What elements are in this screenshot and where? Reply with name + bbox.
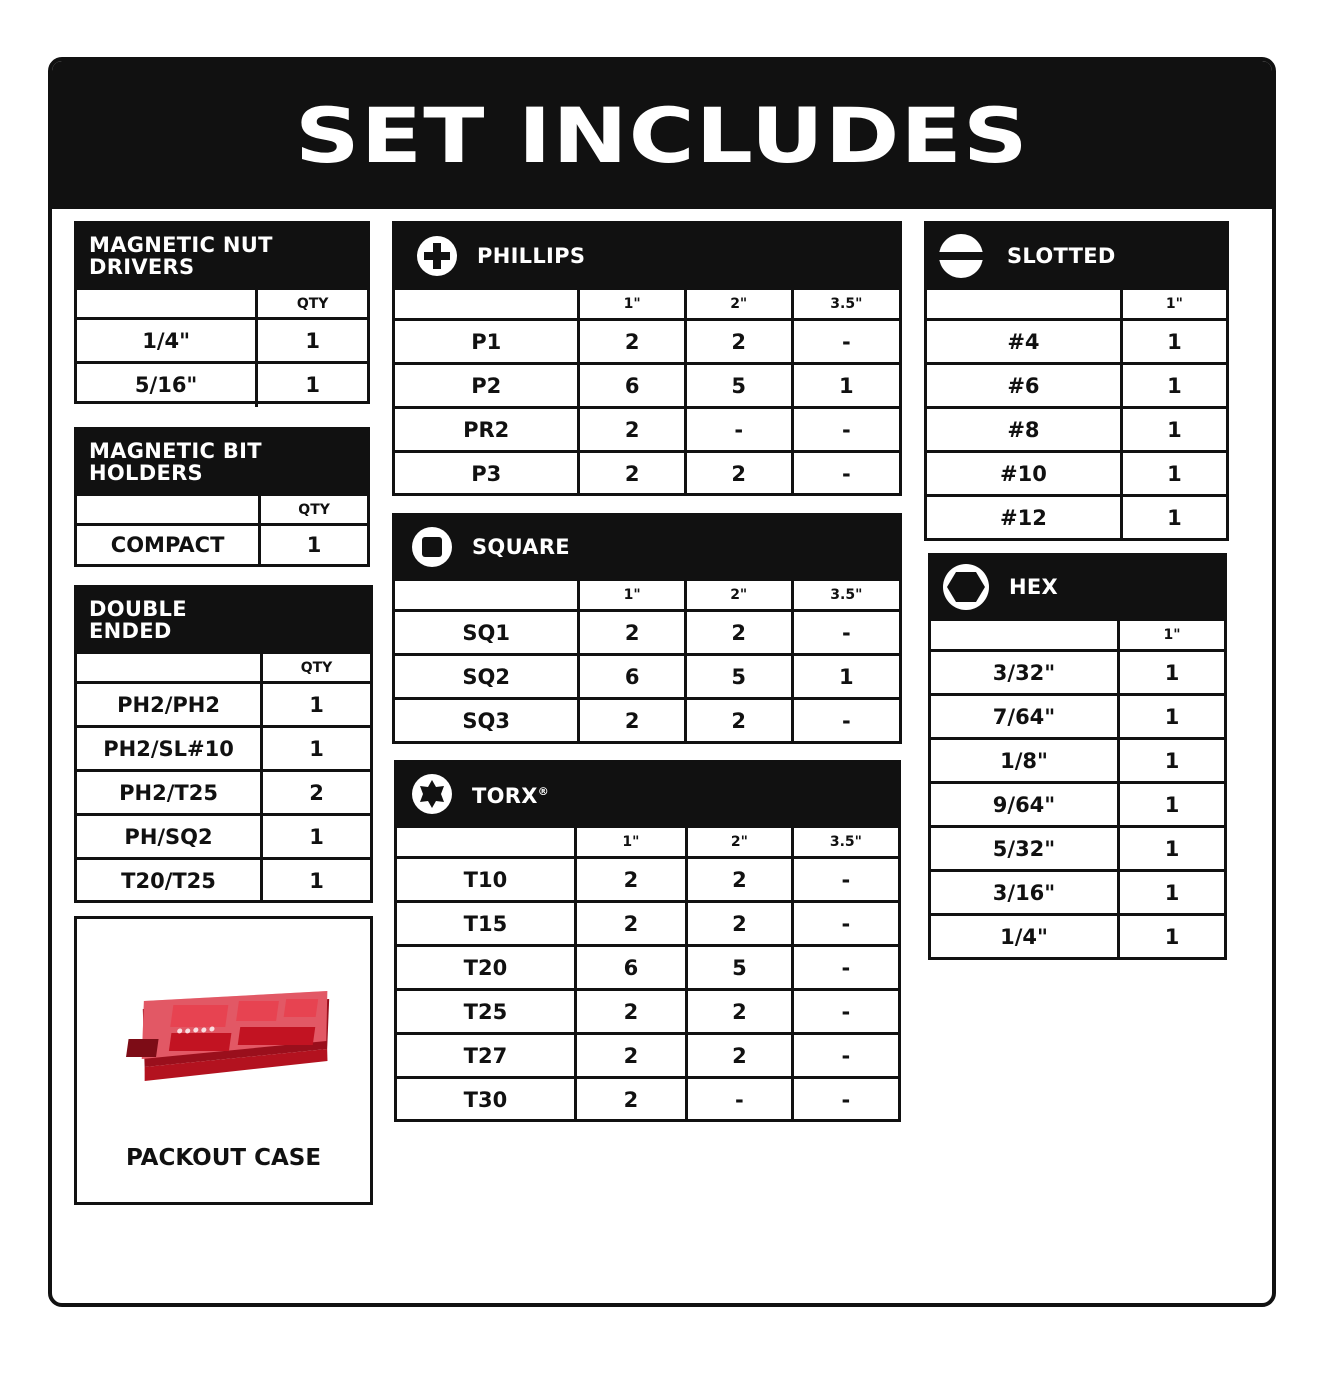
title-banner [52, 61, 1272, 209]
bit-cell: T25 [397, 990, 575, 1034]
qty-cell: 1 [1119, 651, 1224, 695]
qty-cell: 2 [575, 858, 686, 902]
bit-cell: SQ3 [395, 699, 579, 743]
table-row [397, 946, 898, 990]
table-row [927, 364, 1226, 408]
table-row [931, 695, 1224, 739]
bit-cell: T15 [397, 902, 575, 946]
qty-cell: - [792, 320, 899, 364]
trademark-symbol: ® [537, 785, 550, 798]
qty-cell: - [792, 699, 899, 743]
qty-cell: 1 [262, 815, 370, 859]
phillips-header [395, 224, 899, 287]
bit-cell: T10 [397, 858, 575, 902]
bit-cell: 7/64" [931, 695, 1119, 739]
qty-cell: 1 [792, 655, 899, 699]
table-row [397, 902, 898, 946]
qty-cell: 2 [685, 611, 792, 655]
double-ended-table [74, 585, 373, 903]
size-cell: 5/16" [77, 363, 257, 407]
qty-cell: - [792, 1078, 898, 1122]
qty-cell: 1 [257, 363, 367, 407]
qty-cell: 5 [685, 364, 792, 408]
table-row [395, 452, 899, 496]
bit-cell: P3 [395, 452, 579, 496]
table-row [77, 683, 370, 727]
table-row [395, 320, 899, 364]
column-header: 3.5" [792, 289, 899, 320]
magnetic-nut-drivers-table [74, 221, 370, 404]
table-row [931, 783, 1224, 827]
hex-header [931, 556, 1224, 618]
qty-cell: 1 [257, 319, 367, 363]
hex-table [928, 553, 1227, 960]
page-title: SET INCLUDES [295, 90, 1029, 180]
bit-cell: PR2 [395, 408, 579, 452]
qty-cell: 1 [1121, 452, 1226, 496]
qty-header: QTY [257, 289, 367, 319]
slotted-header [927, 224, 1226, 287]
table-row [77, 319, 367, 363]
table-row [77, 815, 370, 859]
size-cell: 1/4" [77, 319, 257, 363]
column-header: 1" [575, 827, 686, 858]
table-row [931, 651, 1224, 695]
bit-cell: P1 [395, 320, 579, 364]
bit-cell: T20 [397, 946, 575, 990]
qty-cell: - [687, 1078, 793, 1122]
table-row [931, 739, 1224, 783]
torx-title: TORX [472, 784, 538, 808]
table-row [395, 408, 899, 452]
qty-cell: - [792, 990, 898, 1034]
qty-cell: 2 [685, 320, 792, 364]
qty-cell: - [685, 408, 792, 452]
qty-cell: 1 [1119, 827, 1224, 871]
table-row [77, 727, 370, 771]
magnetic-nut-drivers-title-line2: DRIVERS [89, 254, 195, 279]
qty-cell: 6 [579, 364, 685, 408]
phillips-icon [417, 236, 457, 276]
item-cell: COMPACT [77, 525, 260, 565]
qty-cell: 2 [575, 1034, 686, 1078]
table-row [77, 771, 370, 815]
column-header: 1" [1119, 620, 1224, 651]
qty-cell: 2 [687, 1034, 793, 1078]
column-header: 1" [579, 289, 685, 320]
hex-title: HEX [1009, 575, 1059, 599]
qty-cell: - [792, 858, 898, 902]
square-header [395, 516, 899, 578]
qty-cell: 2 [685, 452, 792, 496]
slotted-title: SLOTTED [1007, 243, 1116, 268]
torx-icon [412, 774, 452, 814]
slotted-icon [939, 234, 983, 278]
magnetic-nut-drivers-title-line1: MAGNETIC NUT [89, 232, 273, 257]
column-header: 1" [1121, 289, 1226, 320]
table-row [397, 1078, 898, 1122]
qty-cell: 1 [262, 859, 370, 903]
double-ended-header [77, 588, 370, 651]
square-title: SQUARE [472, 535, 570, 559]
column-header: 2" [687, 827, 793, 858]
qty-cell: - [792, 452, 899, 496]
qty-cell: 2 [687, 990, 793, 1034]
packout-case-box [74, 916, 373, 1205]
torx-table [394, 760, 901, 1122]
qty-cell: 2 [687, 902, 793, 946]
magnetic-bit-holders-table [74, 427, 370, 567]
qty-cell: 1 [1121, 496, 1226, 540]
qty-header: QTY [262, 653, 370, 683]
qty-cell: - [792, 902, 898, 946]
item-cell: PH2/T25 [77, 771, 262, 815]
double-ended-title-line1: DOUBLE [89, 596, 187, 621]
square-icon [412, 527, 452, 567]
bit-cell: 1/4" [931, 915, 1119, 959]
table-row [395, 364, 899, 408]
qty-cell: 2 [579, 452, 685, 496]
qty-cell: 2 [575, 1078, 686, 1122]
bit-cell: T30 [397, 1078, 575, 1122]
packout-case-label: PACKOUT CASE [125, 1145, 322, 1171]
bit-cell: SQ2 [395, 655, 579, 699]
qty-cell: 1 [1121, 320, 1226, 364]
qty-cell: 6 [579, 655, 685, 699]
qty-cell: 1 [1119, 871, 1224, 915]
bit-cell: #10 [927, 452, 1121, 496]
column-header: 1" [579, 580, 685, 611]
magnetic-bit-holders-header [77, 430, 367, 493]
bit-cell: #12 [927, 496, 1121, 540]
qty-cell: 1 [1119, 739, 1224, 783]
table-row [395, 699, 899, 743]
bit-cell: T27 [397, 1034, 575, 1078]
table-row [395, 655, 899, 699]
phillips-title: PHILLIPS [477, 243, 586, 268]
magnetic-bit-holders-title-line1: MAGNETIC BIT [89, 438, 262, 463]
qty-cell: 1 [1119, 915, 1224, 959]
table-row [931, 827, 1224, 871]
table-row [927, 320, 1226, 364]
column-header: 3.5" [792, 580, 899, 611]
qty-cell: 1 [260, 525, 367, 565]
qty-cell: 5 [687, 946, 793, 990]
bit-cell: 5/32" [931, 827, 1119, 871]
table-row [77, 363, 367, 407]
qty-cell: 2 [687, 858, 793, 902]
qty-cell: 2 [575, 990, 686, 1034]
qty-cell: 1 [1119, 695, 1224, 739]
item-cell: T20/T25 [77, 859, 262, 903]
qty-cell: 1 [1121, 364, 1226, 408]
column-header: 2" [685, 289, 792, 320]
bit-cell: 3/16" [931, 871, 1119, 915]
bit-cell: 1/8" [931, 739, 1119, 783]
qty-cell: 2 [579, 611, 685, 655]
hex-icon [943, 564, 989, 610]
qty-cell: 1 [792, 364, 899, 408]
item-cell: PH2/PH2 [77, 683, 262, 727]
qty-cell: 5 [685, 655, 792, 699]
table-row [77, 525, 367, 565]
table-row [931, 915, 1224, 959]
bit-cell: SQ1 [395, 611, 579, 655]
qty-cell: 2 [579, 699, 685, 743]
table-row [77, 859, 370, 903]
qty-cell: 2 [685, 699, 792, 743]
table-row [931, 871, 1224, 915]
packout-case-image [107, 979, 347, 1089]
column-header: 2" [685, 580, 792, 611]
table-row [927, 408, 1226, 452]
slotted-table [924, 221, 1229, 541]
qty-cell: 2 [579, 320, 685, 364]
qty-cell: 1 [1121, 408, 1226, 452]
qty-cell: 2 [579, 408, 685, 452]
qty-cell: 1 [262, 683, 370, 727]
table-row [927, 452, 1226, 496]
qty-cell: - [792, 1034, 898, 1078]
bit-cell: #8 [927, 408, 1121, 452]
qty-cell: - [792, 611, 899, 655]
qty-cell: 2 [575, 902, 686, 946]
qty-header: QTY [260, 495, 367, 525]
qty-cell: 6 [575, 946, 686, 990]
table-row [397, 858, 898, 902]
bit-cell: #6 [927, 364, 1121, 408]
table-row [395, 611, 899, 655]
item-cell: PH/SQ2 [77, 815, 262, 859]
bit-cell: #4 [927, 320, 1121, 364]
torx-header [397, 763, 898, 825]
double-ended-title-line2: ENDED [89, 618, 172, 643]
phillips-table [392, 221, 902, 496]
qty-cell: 2 [262, 771, 370, 815]
item-cell: PH2/SL#10 [77, 727, 262, 771]
qty-cell: 1 [262, 727, 370, 771]
table-row [397, 990, 898, 1034]
qty-cell: - [792, 408, 899, 452]
bit-cell: 9/64" [931, 783, 1119, 827]
magnetic-nut-drivers-header [77, 224, 367, 287]
magnetic-bit-holders-title-line2: HOLDERS [89, 460, 203, 485]
column-header: 3.5" [792, 827, 898, 858]
qty-cell: - [792, 946, 898, 990]
table-row [397, 1034, 898, 1078]
bit-cell: 3/32" [931, 651, 1119, 695]
square-table [392, 513, 902, 744]
bit-cell: P2 [395, 364, 579, 408]
qty-cell: 1 [1119, 783, 1224, 827]
table-row [927, 496, 1226, 540]
